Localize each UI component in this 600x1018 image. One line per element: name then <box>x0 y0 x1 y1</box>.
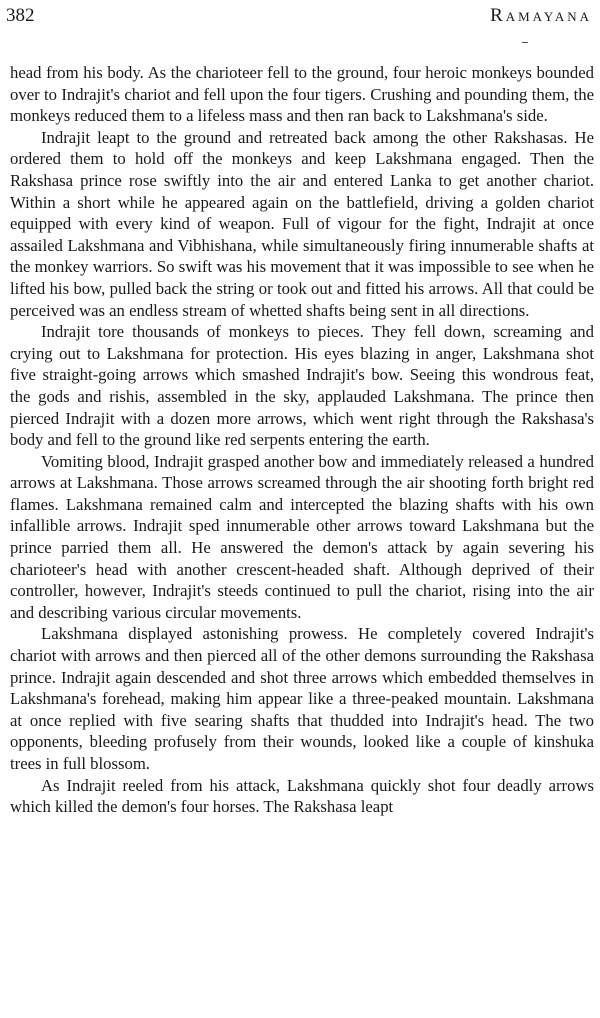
paragraph: As Indrajit reeled from his attack, Lakshmana quickly shot four deadly arrows which killed the demon's four horses. The Rakshasa leapt <box>10 775 594 817</box>
paragraph: head from his body. As the charioteer fell to the ground, four heroic monkeys bounded over to Indrajit's chariot and fell upon the four tigers. Crushing and pounding them, the monkeys reduced them to a lifeless mass and then ran back to Lakshmana's side. <box>10 63 594 126</box>
paragraph: Indrajit tore thousands of monkeys to pieces. They fell down, screaming and crying out to Lakshmana for protection. His eyes blazing in anger, Lakshmana shot five straight-going arrows which smashed Indrajit's bow. Seeing this wondrous feat, the gods and rishis, assembled in the sky, applauded Lakshmana. The prince then pierced Indrajit with a dozen more arrows, which went right through the Rakshasa's body and fell to the ground like red serpents entering the earth. <box>10 322 594 450</box>
page-number: 382 <box>6 5 35 26</box>
paragraph: Lakshmana displayed astonishing prowess. He completely covered Indrajit's chariot with arrows and then pierced all of the other demons surrounding the Rakshasa prince. Indrajit again descended and shot three arrows which embedded themselves in Lakshmana's forehead, making him appear like a three-peaked mountain. Lakshmana at once replied with five searing shafts that thudded into Indrajit's head. The two opponents, bleeding profusely from their wounds, looked like a couple of kinshuka trees in full blossom. <box>10 624 594 773</box>
page-header <box>6 4 592 34</box>
print-mark <box>522 42 528 43</box>
paragraph: Vomiting blood, Indrajit grasped another bow and immediately released a hundred arrows at Lakshmana. Those arrows screamed through the air shooting forth bright red flames. Lakshmana remained calm and intercepted the blazing shafts with his own infallible arrows. Indrajit sped innumerable other arrows toward Lakshmana but the prince parried them all. He answered the demon's attack by again severing his charioteer's head with another crescent-headed shaft. Although deprived of their controller, however, Indrajit's steeds continued to pull the chariot, rising into the air and describing various circular movements. <box>10 451 594 622</box>
running-head: Ramayana <box>490 5 592 26</box>
paragraph: Indrajit leapt to the ground and retreated back among the other Rakshasas. He ordered them to hold off the monkeys and keep Lakshmana engaged. Then the Rakshasa prince rose swiftly into the air and entered Lanka to get another chariot. Within a short while he appeared again on the battlefield, driving a golden chariot equipped with every kind of weapon. Full of vigour for the fight, Indrajit at once assailed Lakshmana and Vibhishana, while simultaneously firing innumerable shafts at the monkey warriors. So swift was his movement that it was impossible to see when he lifted his bow, pulled back the string or took out and fitted his arrows. All that could be perceived was an endless stream of whetted shafts being sent in all directions. <box>10 127 594 320</box>
body-text <box>10 62 594 818</box>
